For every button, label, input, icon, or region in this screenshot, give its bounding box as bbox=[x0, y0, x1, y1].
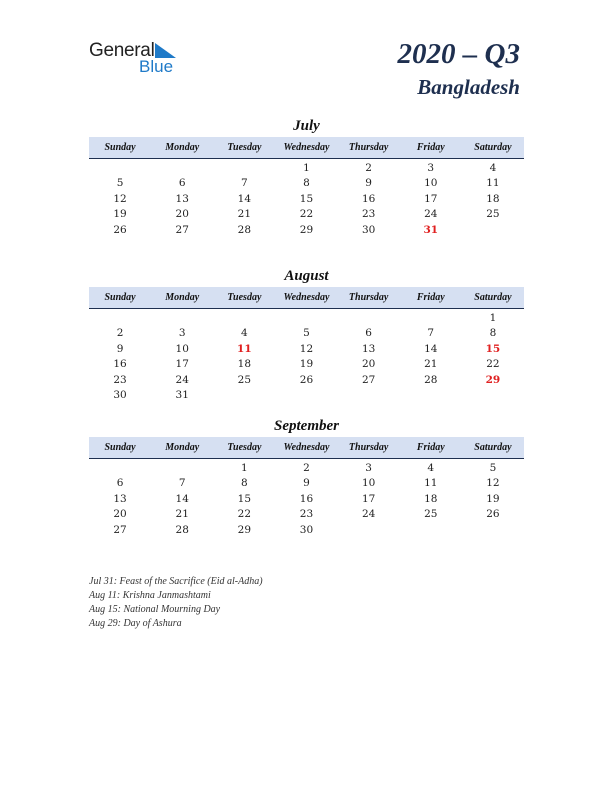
day-cell: 14 bbox=[424, 342, 438, 355]
day-cell: 4 bbox=[427, 462, 435, 474]
day-cell: 11 bbox=[486, 177, 500, 190]
week-row bbox=[89, 357, 524, 372]
day-cell bbox=[462, 523, 524, 538]
day-cell: 12 bbox=[299, 342, 314, 355]
day-cell: 20 bbox=[175, 208, 189, 221]
holiday-notes bbox=[89, 575, 263, 631]
day-cell: 19 bbox=[299, 358, 314, 371]
day-cell: 27 bbox=[113, 523, 127, 536]
weekday-label: Saturday bbox=[474, 142, 512, 153]
day-cell: 2 bbox=[365, 162, 372, 174]
weekday-label: Friday bbox=[416, 292, 445, 303]
weekday-label: Thursday bbox=[348, 292, 389, 303]
weekday-label: Wednesday bbox=[283, 292, 330, 303]
holiday-day-cell: 29 bbox=[485, 373, 501, 386]
day-grid bbox=[89, 461, 524, 538]
day-cell bbox=[400, 311, 462, 326]
day-cell: 11 bbox=[424, 477, 438, 490]
day-cell: 14 bbox=[175, 492, 189, 505]
weekday-label: Tuesday bbox=[227, 442, 262, 453]
day-cell: 2 bbox=[303, 462, 310, 474]
day-cell: 6 bbox=[365, 327, 372, 340]
weekday-label: Saturday bbox=[474, 442, 512, 453]
day-cell: 8 bbox=[303, 177, 310, 190]
day-cell: 7 bbox=[241, 177, 248, 190]
weekday-header bbox=[89, 287, 524, 309]
day-cell: 16 bbox=[361, 192, 376, 205]
day-cell bbox=[462, 223, 524, 238]
day-cell: 3 bbox=[365, 462, 372, 474]
month-name: August bbox=[284, 268, 329, 284]
day-cell bbox=[275, 311, 337, 326]
week-row bbox=[89, 207, 524, 222]
day-cell: 17 bbox=[424, 192, 438, 205]
week-row bbox=[89, 161, 524, 176]
day-cell: 29 bbox=[299, 223, 314, 236]
day-cell: 6 bbox=[116, 477, 124, 490]
logo bbox=[89, 40, 189, 80]
holiday-day-cell: 15 bbox=[485, 342, 501, 355]
day-grid bbox=[89, 311, 524, 403]
holiday-day-cell: 31 bbox=[423, 223, 439, 236]
day-cell: 10 bbox=[424, 177, 438, 190]
weekday-label: Wednesday bbox=[283, 142, 330, 153]
month-name: September bbox=[274, 418, 339, 434]
day-cell: 20 bbox=[361, 358, 376, 371]
weekday-label: Monday bbox=[165, 442, 200, 453]
weekday-label: Friday bbox=[416, 442, 445, 453]
day-cell: 23 bbox=[113, 373, 127, 386]
weekday-label: Monday bbox=[165, 142, 200, 153]
day-cell: 15 bbox=[299, 192, 314, 205]
day-cell bbox=[338, 523, 400, 538]
day-cell: 26 bbox=[113, 223, 127, 236]
day-cell: 10 bbox=[175, 342, 189, 355]
day-cell: 17 bbox=[361, 492, 376, 505]
day-cell bbox=[213, 388, 275, 403]
day-cell bbox=[151, 311, 213, 326]
day-cell: 21 bbox=[175, 508, 189, 521]
week-row bbox=[89, 311, 524, 326]
day-cell bbox=[89, 461, 151, 476]
weekday-label: Sunday bbox=[104, 292, 136, 303]
day-cell: 13 bbox=[113, 492, 127, 505]
day-cell bbox=[213, 311, 275, 326]
weekday-label: Friday bbox=[416, 142, 445, 153]
weekday-label: Thursday bbox=[348, 142, 389, 153]
day-cell: 3 bbox=[427, 162, 435, 174]
day-cell: 1 bbox=[489, 312, 497, 324]
day-cell: 17 bbox=[175, 358, 189, 371]
day-cell bbox=[400, 523, 462, 538]
day-cell: 3 bbox=[178, 327, 186, 340]
day-cell: 1 bbox=[303, 162, 310, 174]
day-cell: 7 bbox=[427, 327, 435, 340]
holiday-note: Aug 15: National Mourning Day bbox=[89, 604, 221, 615]
day-cell: 18 bbox=[424, 492, 438, 505]
day-cell: 4 bbox=[241, 327, 248, 340]
week-row bbox=[89, 326, 524, 341]
day-cell: 23 bbox=[299, 508, 314, 521]
week-row bbox=[89, 223, 524, 238]
day-cell: 15 bbox=[237, 492, 252, 505]
day-cell bbox=[151, 461, 213, 476]
week-row bbox=[89, 492, 524, 507]
logo-word-blue: Blue bbox=[139, 57, 174, 76]
day-cell bbox=[400, 388, 462, 403]
day-cell: 24 bbox=[175, 373, 189, 386]
day-cell: 28 bbox=[237, 223, 252, 236]
day-cell bbox=[89, 161, 151, 176]
week-row bbox=[89, 523, 524, 538]
day-cell: 1 bbox=[241, 462, 248, 474]
day-cell: 12 bbox=[486, 477, 500, 490]
day-cell: 13 bbox=[175, 192, 189, 205]
day-cell: 22 bbox=[299, 208, 314, 221]
weekday-header bbox=[89, 137, 524, 159]
day-cell: 8 bbox=[241, 477, 248, 490]
day-cell: 21 bbox=[424, 358, 438, 371]
day-cell: 25 bbox=[237, 373, 252, 386]
month-september bbox=[89, 416, 524, 538]
day-cell bbox=[151, 161, 213, 176]
day-cell: 8 bbox=[489, 327, 497, 340]
holiday-day-cell: 11 bbox=[237, 342, 252, 355]
day-cell: 10 bbox=[361, 477, 376, 490]
day-cell: 20 bbox=[113, 508, 127, 521]
holiday-note: Jul 31: Feast of the Sacrifice (Eid al-Adha) bbox=[89, 576, 263, 587]
day-cell: 26 bbox=[486, 508, 500, 521]
week-row bbox=[89, 373, 524, 388]
day-cell: 24 bbox=[361, 508, 376, 521]
day-cell: 30 bbox=[361, 223, 376, 236]
weekday-header bbox=[89, 437, 524, 459]
day-cell: 9 bbox=[365, 177, 372, 190]
logo-word-general: General bbox=[89, 40, 155, 61]
day-cell: 25 bbox=[424, 508, 438, 521]
day-cell: 5 bbox=[303, 327, 310, 340]
day-cell: 2 bbox=[116, 327, 124, 340]
day-cell: 14 bbox=[237, 192, 252, 205]
day-cell: 25 bbox=[486, 208, 500, 221]
weekday-label: Wednesday bbox=[283, 442, 330, 453]
day-cell: 6 bbox=[178, 177, 186, 190]
day-cell: 22 bbox=[486, 358, 500, 371]
holiday-note: Aug 29: Day of Ashura bbox=[89, 618, 182, 629]
day-cell: 16 bbox=[299, 492, 314, 505]
weekday-label: Tuesday bbox=[227, 292, 262, 303]
weekday-label: Tuesday bbox=[227, 142, 262, 153]
week-row bbox=[89, 342, 524, 357]
day-cell bbox=[275, 388, 337, 403]
day-cell bbox=[462, 388, 524, 403]
day-cell: 5 bbox=[116, 177, 124, 190]
month-august bbox=[89, 266, 524, 403]
day-cell: 19 bbox=[486, 492, 500, 505]
weekday-label: Monday bbox=[165, 292, 200, 303]
day-cell: 28 bbox=[424, 373, 438, 386]
day-cell: 27 bbox=[175, 223, 189, 236]
holiday-note: Aug 11: Krishna Janmashtami bbox=[89, 590, 211, 601]
week-row bbox=[89, 388, 524, 403]
day-cell: 24 bbox=[424, 208, 438, 221]
day-grid bbox=[89, 161, 524, 238]
week-row bbox=[89, 176, 524, 191]
day-cell: 28 bbox=[175, 523, 189, 536]
day-cell: 5 bbox=[489, 462, 497, 474]
day-cell: 12 bbox=[113, 192, 127, 205]
weekday-label: Saturday bbox=[474, 292, 512, 303]
day-cell: 27 bbox=[361, 373, 376, 386]
day-cell: 9 bbox=[116, 342, 124, 355]
weekday-label: Sunday bbox=[104, 142, 136, 153]
page-title: 2020 – Q3 bbox=[397, 38, 520, 70]
day-cell: 18 bbox=[486, 192, 500, 205]
week-row bbox=[89, 461, 524, 476]
day-cell: 7 bbox=[178, 477, 186, 490]
weekday-label: Sunday bbox=[104, 442, 136, 453]
month-name: July bbox=[293, 118, 320, 134]
week-row bbox=[89, 507, 524, 522]
day-cell: 16 bbox=[113, 358, 127, 371]
day-cell: 13 bbox=[361, 342, 376, 355]
day-cell bbox=[338, 311, 400, 326]
day-cell: 21 bbox=[237, 208, 252, 221]
day-cell: 29 bbox=[237, 523, 252, 536]
week-row bbox=[89, 192, 524, 207]
day-cell: 22 bbox=[237, 508, 252, 521]
day-cell: 4 bbox=[489, 162, 497, 174]
day-cell bbox=[213, 161, 275, 176]
day-cell: 19 bbox=[113, 208, 127, 221]
day-cell: 30 bbox=[113, 388, 127, 401]
day-cell: 18 bbox=[237, 358, 252, 371]
day-cell: 26 bbox=[299, 373, 314, 386]
week-row bbox=[89, 476, 524, 491]
day-cell: 23 bbox=[361, 208, 376, 221]
day-cell: 9 bbox=[303, 477, 310, 490]
page-subtitle: Bangladesh bbox=[417, 75, 520, 99]
day-cell: 30 bbox=[299, 523, 314, 536]
weekday-label: Thursday bbox=[348, 442, 389, 453]
day-cell bbox=[89, 311, 151, 326]
month-july bbox=[89, 116, 524, 238]
day-cell bbox=[338, 388, 400, 403]
day-cell: 31 bbox=[175, 388, 189, 401]
